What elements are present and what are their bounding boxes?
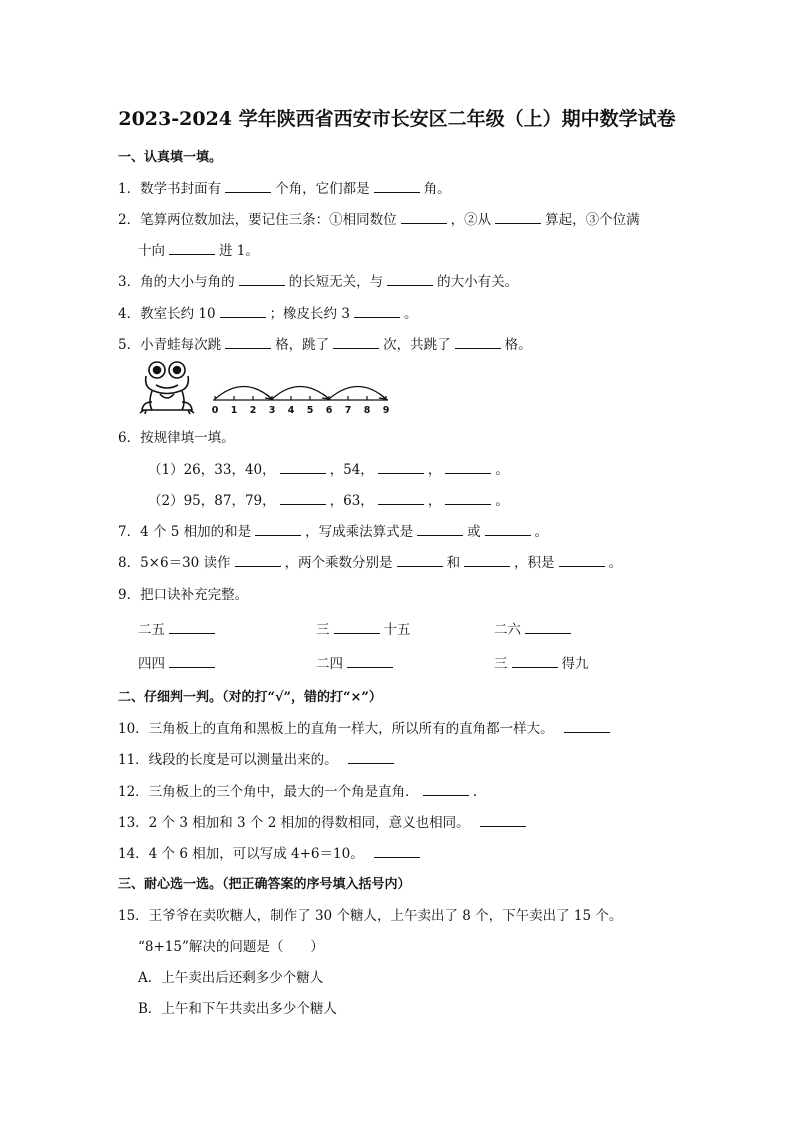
q2-blank-3[interactable] [169,242,215,255]
number-line [208,372,398,416]
question-11 [118,748,398,768]
q8-blank-3[interactable] [464,554,510,567]
q7-text-b: ，写成乘法算式是 [305,524,414,540]
number-line-label: 1 [230,405,238,416]
q8-blank-1[interactable] [235,554,281,567]
q1-text-b: 个角，它们都是 [275,181,370,197]
q15-option-b-text: B．上午和下午共卖出多少个糖人 [138,1001,337,1017]
q15-option-a-text: A．上午卖出后还剩多少个糖人 [138,970,324,986]
rhyme-5-text: 二四 [316,656,343,672]
q2-blank-1[interactable] [401,211,447,224]
q6-text-a: 6．按规律填一填。 [118,430,235,446]
rhyme-cell-3 [494,618,575,638]
q6-r1-text-b: ，54， [329,462,374,478]
q14-text: 14．4 个 6 相加，可以写成 4+6＝10。 [118,846,364,862]
q1-blank-1[interactable] [225,180,271,193]
question-2-cont [138,239,259,259]
rhyme-2-text-a: 三 [316,622,330,638]
jump-arrow-2 [322,394,329,399]
question-6-row-2 [148,489,509,509]
question-2 [118,208,640,228]
q12-text-a: 12．三角板上的三个角中，最大的一个角是直角． [118,784,419,800]
section-2-heading: 二、仔细判一判。（对的打“√”，错的打“×”） [118,690,382,705]
q7-text-c: 或 [467,524,481,540]
q5-text-c: 次，共跳了 [383,337,451,353]
q6-r2-text-a: （2）95，87，79， [148,493,276,509]
q6-r1-text-d: 。 [495,462,509,478]
q11-text: 11．线段的长度是可以测量出来的。 [118,752,338,768]
rhyme-1-text: 二五 [138,622,165,638]
number-line-label: 4 [287,405,295,416]
question-15-prompt [138,935,324,955]
q8-text-b: ，两个乘数分别是 [284,555,393,571]
q13-text: 13．2 个 3 相加和 3 个 2 相加的得数相同，意义也相同。 [118,815,470,831]
q3-blank-2[interactable] [387,273,433,286]
q12-blank[interactable] [423,783,469,796]
q7-blank-2[interactable] [417,523,463,536]
number-line-label: 7 [344,405,352,416]
q13-blank[interactable] [480,814,526,827]
q7-text-a: 7．4 个 5 相加的和是 [118,524,252,540]
rhyme-cell-4 [138,652,219,672]
q2-text-a: 2．笔算两位数加法，要记住三条：①相同数位 [118,212,397,228]
q6-r1-blank-3[interactable] [445,461,491,474]
q8-text-c: 和 [446,555,461,571]
question-14 [118,842,424,862]
rhyme-3-blank[interactable] [525,621,571,634]
q10-text: 10．三角板上的直角和黑板上的直角一样大，所以所有的直角都一样大。 [118,721,554,737]
question-6 [118,426,235,446]
number-line-label: 0 [211,405,219,416]
q10-blank[interactable] [564,720,610,733]
q4-text-c: 。 [403,306,418,322]
q1-blank-2[interactable] [374,180,420,193]
q15-text-a: 15．王爷爷在卖吹糖人，制作了 30 个糖人，上午卖出了 8 个，下午卖出了 15 个。 [118,908,623,924]
number-line-label: 9 [382,405,390,416]
q12-text-b: . [472,784,477,800]
section-1-heading: 一、认真填一填。 [118,150,223,165]
question-10 [118,717,614,737]
rhyme-2-blank[interactable] [334,621,380,634]
q14-blank[interactable] [374,845,420,858]
q15-text-b: “8+15”解决的问题是（ ） [138,939,324,955]
q9-text-a: 9．把口诀补充完整。 [118,587,249,603]
rhyme-3-text: 二六 [494,622,521,638]
rhyme-6-text-b: 得九 [561,656,589,672]
jump-arrow-3 [379,394,386,399]
question-5 [118,333,532,353]
question-12 [118,780,477,800]
jump-arc-1 [215,387,272,400]
question-7 [118,520,548,540]
q3-text-b: 的长短无关，与 [288,274,384,290]
number-line-label: 5 [306,405,314,416]
section-3-heading: 三、耐心选一选。（把正确答案的序号填入括号内） [118,877,411,892]
q6-r2-text-c: ， [427,493,442,509]
q2-text-b: ，②从 [450,212,492,228]
q6-r1-blank-1[interactable] [280,461,326,474]
question-13 [118,811,530,831]
q8-text-e: 。 [608,555,623,571]
jump-arc-3 [329,387,386,400]
q2-text-c: 算起，③个位满 [545,212,640,228]
number-line-label: 3 [268,405,276,416]
q8-blank-4[interactable] [559,554,605,567]
q6-r1-text-a: （1）26，33，40， [148,462,276,478]
q4-blank-1[interactable] [220,305,266,318]
rhyme-6-text-a: 三 [494,656,508,672]
question-6-row-1 [148,458,509,478]
q8-text-d: ，积是 [514,555,555,571]
q2-text-d: 十向 [138,243,165,259]
page-title: 2023-2024 学年陕西省西安市长安区二年级（上）期中数学试卷 [118,108,676,130]
question-15 [118,904,622,924]
q4-blank-2[interactable] [354,305,400,318]
q5-blank-3[interactable] [455,336,501,349]
jump-arrow-1 [265,394,272,399]
q6-r1-text-c: ， [427,462,442,478]
q3-blank-1[interactable] [239,273,285,286]
q7-text-d: 。 [534,524,549,540]
q5-blank-1[interactable] [225,336,271,349]
rhyme-2-text-b: 十五 [383,622,411,638]
number-line-label: 2 [249,405,257,416]
rhyme-6-blank[interactable] [512,655,558,668]
rhyme-5-blank[interactable] [347,655,393,668]
number-line-label: 6 [325,405,333,416]
q7-blank-3[interactable] [485,523,531,536]
jump-arc-2 [272,387,329,400]
q3-text-a: 3．角的大小与角的 [118,274,235,290]
q2-text-e: 进 1。 [219,243,259,259]
frog-illustration [138,358,196,416]
q5-blank-2[interactable] [333,336,379,349]
q6-r1-blank-2[interactable] [378,461,424,474]
q6-r2-blank-1[interactable] [280,492,326,505]
rhyme-cell-2 [316,618,411,638]
q2-blank-2[interactable] [495,211,541,224]
number-line-label: 8 [363,405,371,416]
rhyme-cell-5 [316,652,397,672]
q11-blank[interactable] [348,751,394,764]
question-1 [118,177,451,197]
question-15-option-b[interactable] [138,997,337,1017]
q8-blank-2[interactable] [397,554,443,567]
question-15-option-a[interactable] [138,966,323,986]
question-9 [118,583,248,603]
q5-text-a: 5．小青蛙每次跳 [118,337,222,353]
q6-r2-text-b: ，63， [329,493,374,509]
q1-text-a: 1．数学书封面有 [118,181,222,197]
rhyme-cell-6 [494,652,589,672]
question-4 [118,302,417,322]
q4-text-a: 4．教室长约 10 [118,306,216,322]
q3-text-c: 的大小有关。 [437,274,519,290]
rhyme-cell-1 [138,618,219,638]
q8-text-a: 8．5×6＝30 读作 [118,555,231,571]
rhyme-4-text: 四四 [138,656,165,672]
q5-text-d: 格。 [504,337,532,353]
rhyme-1-blank[interactable] [169,621,215,634]
question-3 [118,270,518,290]
q1-text-c: 角。 [423,181,451,197]
q5-text-b: 格，跳了 [275,337,330,353]
rhyme-4-blank[interactable] [169,655,215,668]
q6-r2-text-d: 。 [495,493,509,509]
q7-blank-1[interactable] [255,523,301,536]
question-8 [118,551,622,571]
q6-r2-blank-2[interactable] [378,492,424,505]
q6-r2-blank-3[interactable] [445,492,491,505]
q4-text-b: ；橡皮长约 3 [269,306,350,322]
